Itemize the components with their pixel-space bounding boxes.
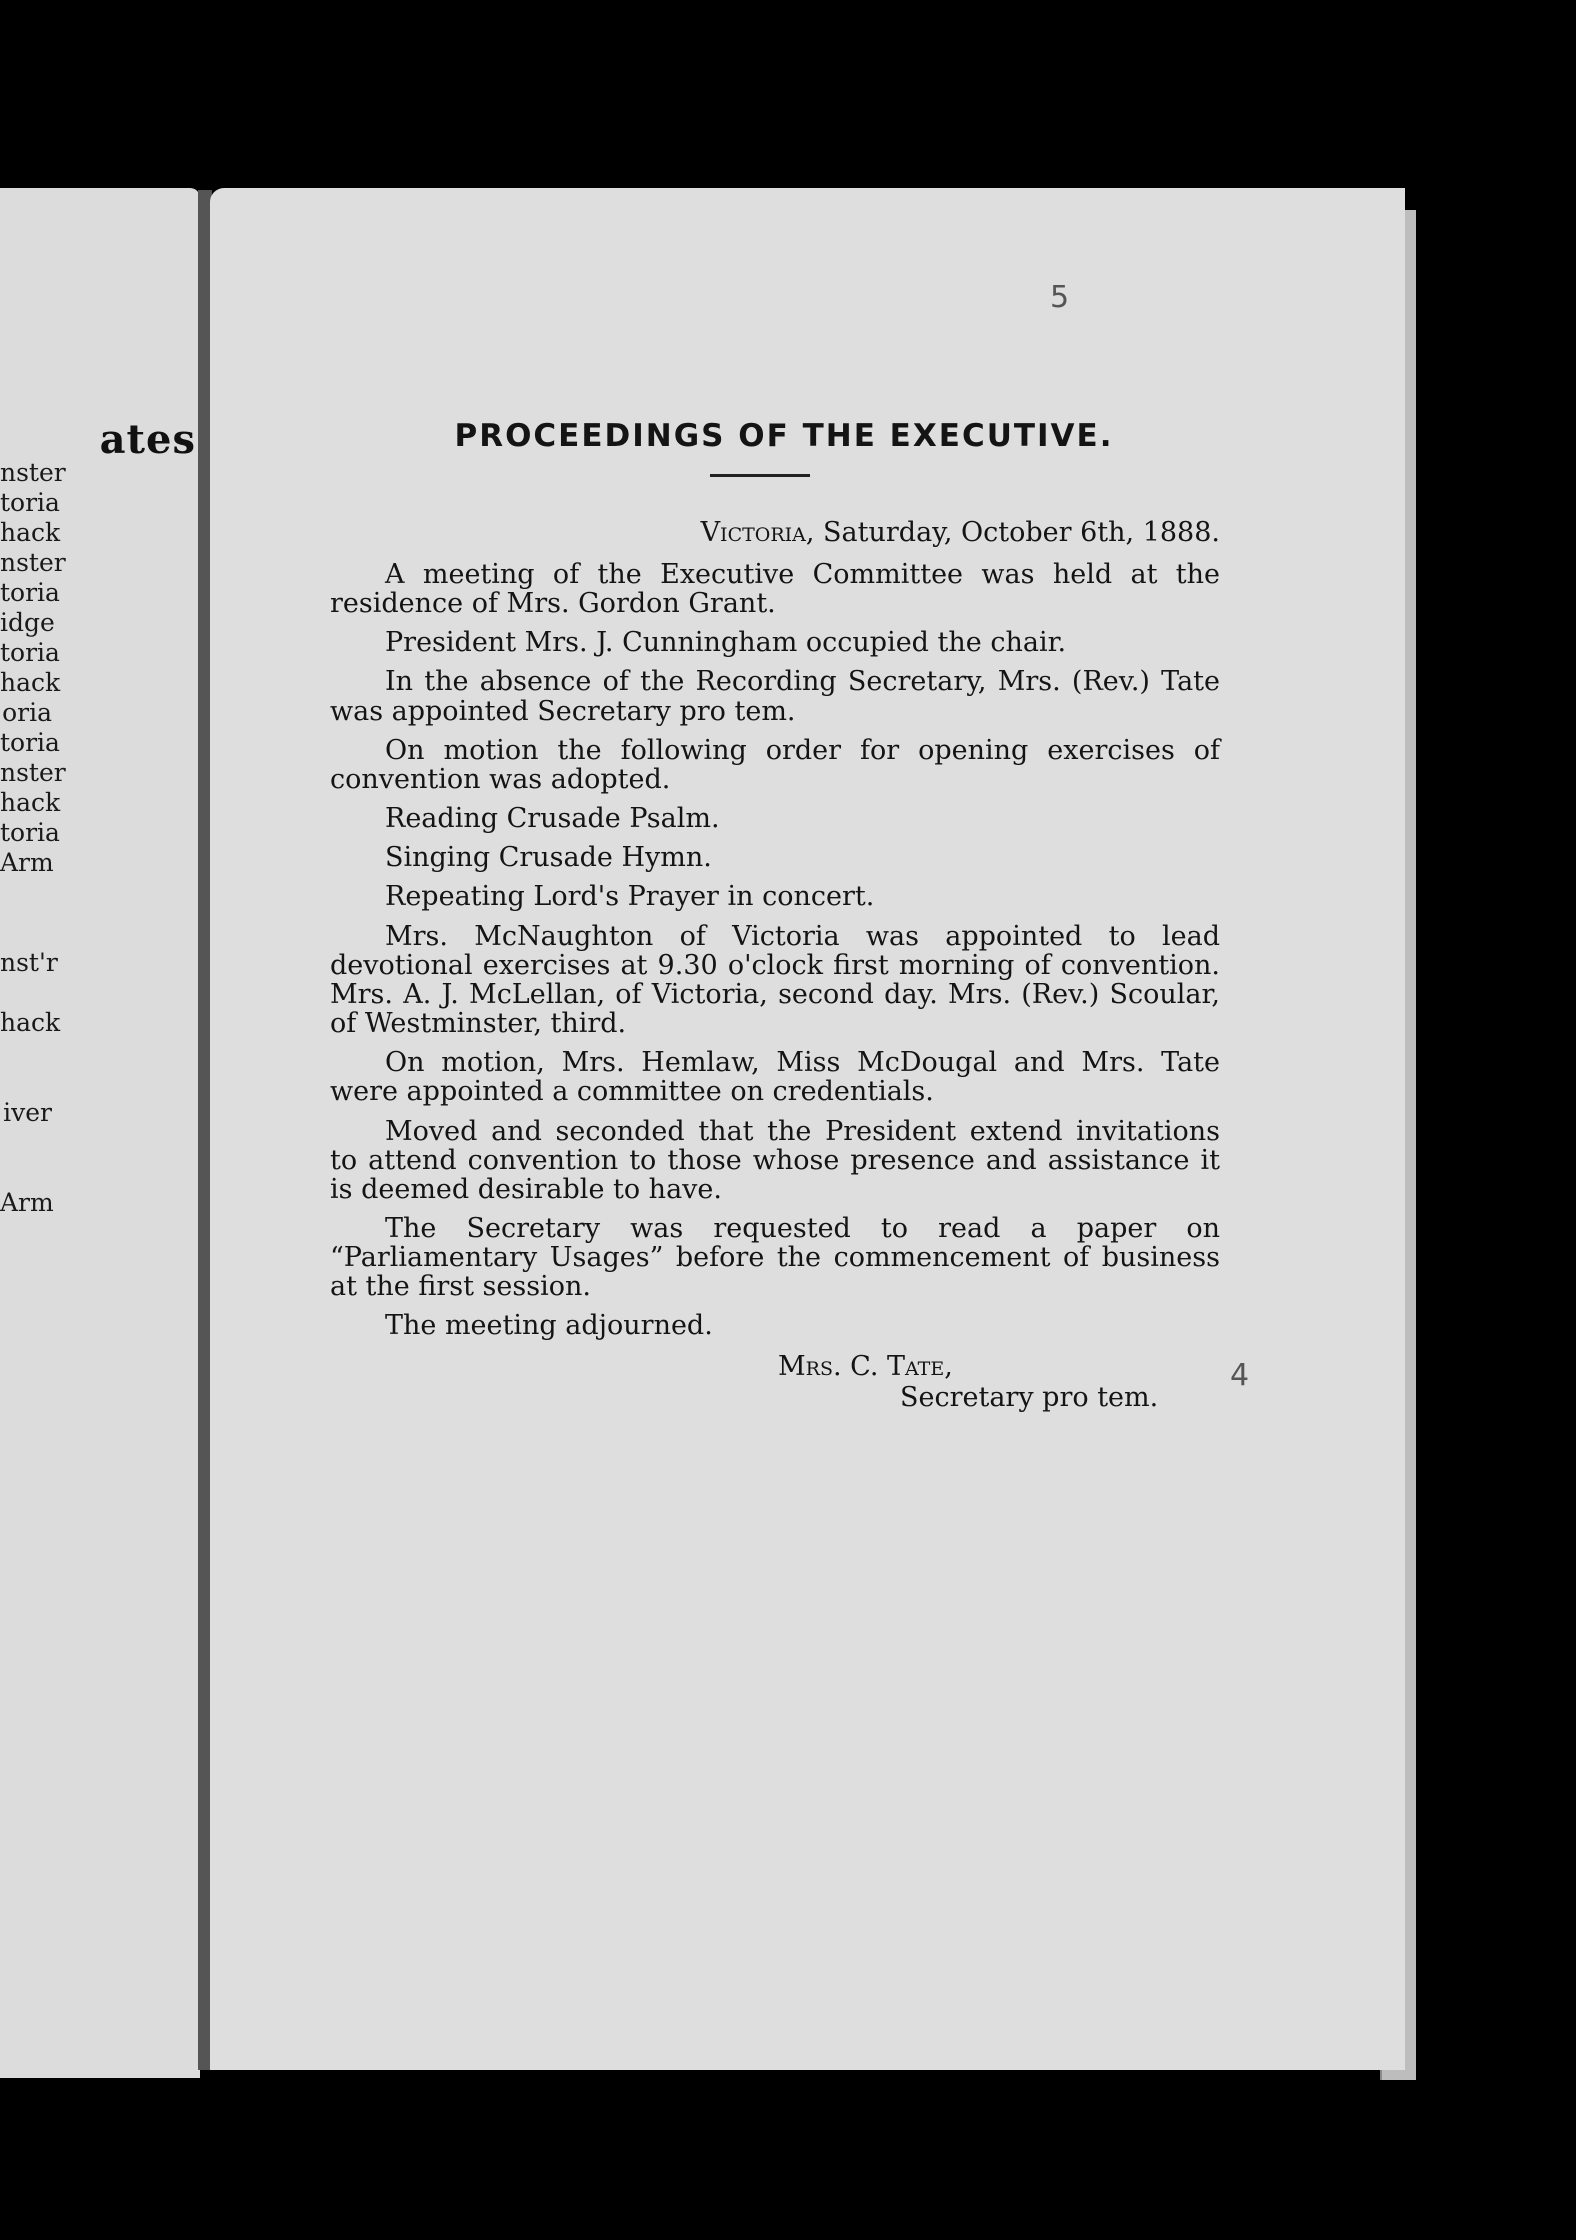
facing-page <box>0 188 200 2078</box>
dateline-date: Saturday, October 6th, 1888. <box>814 517 1220 548</box>
facing-page-fragment: hack <box>0 1008 61 1037</box>
title-rule <box>710 474 810 477</box>
document-page <box>210 188 1405 2070</box>
document-body <box>330 418 1220 1413</box>
facing-page-fragment: idge <box>0 608 55 637</box>
facing-page-fragment: toria <box>0 578 60 607</box>
minutes-paragraph: The meeting adjourned. <box>385 1310 713 1342</box>
facing-page-fragment: nst'r <box>0 948 58 977</box>
facing-page-fragment: Arm <box>0 1188 54 1217</box>
minutes-paragraph: In the absence of the Recording Secretary, Mrs. (Rev.) Tate was appointed Secretary pro tem. <box>330 666 1220 727</box>
minutes-paragraph: On motion the following order for opening exercises of convention was adopted. <box>330 734 1220 795</box>
dateline <box>330 517 1220 548</box>
minutes-paragraph: President Mrs. J. Cunningham occupied the chair. <box>385 627 1067 659</box>
facing-page-fragment: hack <box>0 518 61 547</box>
minutes-paragraph: A meeting of the Executive Committee was held at the residence of Mrs. Gordon Grant. <box>330 559 1220 620</box>
pencil-margin-mark: 4 <box>1230 1358 1250 1393</box>
signature-block <box>330 1351 1220 1413</box>
facing-page-fragment: nster <box>0 458 66 487</box>
signature-title: Secretary pro tem. <box>900 1381 1159 1413</box>
minutes-paragraph: Moved and seconded that the President extend invitations to attend convention to those whose presence and assistance it is deemed desirable to have. <box>330 1115 1220 1205</box>
pencil-page-number: 5 <box>1050 280 1070 315</box>
facing-page-fragment: hack <box>0 788 61 817</box>
facing-page-fragment: hack <box>0 668 61 697</box>
facing-page-fragment: oria <box>2 698 52 727</box>
facing-page-fragment: toria <box>0 728 60 757</box>
facing-page-fragment: nster <box>0 758 66 787</box>
minutes-paragraph: On motion, Mrs. Hemlaw, Miss McDougal and Mrs. Tate were appointed a committee on credentials. <box>330 1047 1220 1108</box>
facing-page-fragment: toria <box>0 638 60 667</box>
minutes-paragraphs <box>330 560 1220 1341</box>
facing-page-fragment: nster <box>0 548 66 577</box>
minutes-paragraph: Reading Crusade Psalm. <box>385 803 720 835</box>
facing-page-fragment: Arm <box>0 848 54 877</box>
minutes-paragraph: Singing Crusade Hymn. <box>385 842 712 874</box>
facing-page-fragment: toria <box>0 488 60 517</box>
dateline-place: Victoria, <box>700 517 815 548</box>
signature-name: Mrs. C. Tate, <box>778 1350 953 1382</box>
minutes-paragraph: The Secretary was requested to read a paper on “Parliamentary Usages” before the commencement of business at the first session. <box>330 1212 1220 1303</box>
facing-page-fragment: iver <box>3 1098 52 1127</box>
facing-page-fragment: toria <box>0 818 60 847</box>
minutes-paragraph: Mrs. McNaughton of Victoria was appointed to lead devotional exercises at 9.30 o'clock first morning of convention. Mrs. A. J. McLellan, of Victoria, second day. Mrs. (Rev.) Scoular, of Westminster, third. <box>330 920 1220 1040</box>
facing-page-heading: ates <box>99 416 196 463</box>
document-title: PROCEEDINGS OF THE EXECUTIVE. <box>454 418 1114 454</box>
minutes-paragraph: Repeating Lord's Prayer in concert. <box>385 881 875 913</box>
